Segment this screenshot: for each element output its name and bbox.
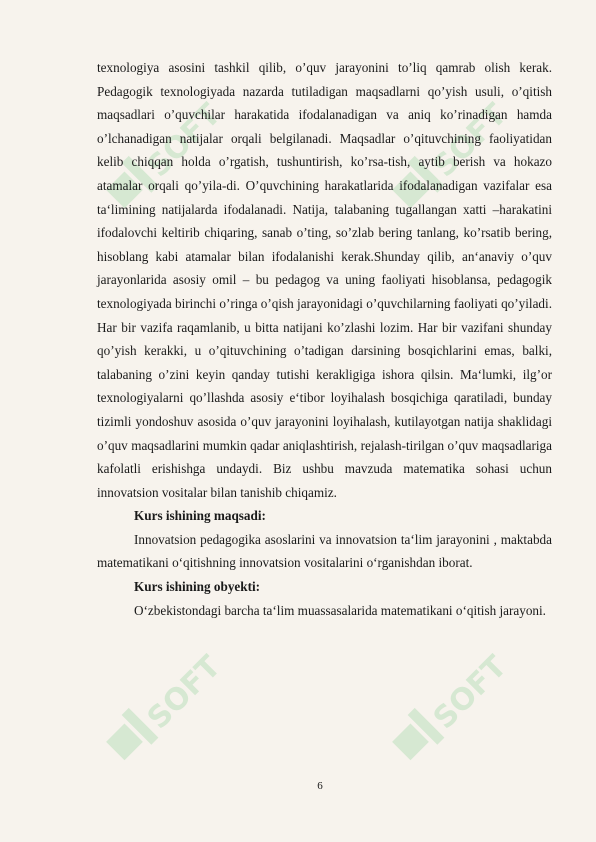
body-paragraph: texnologiya asosini tashkil qilib, o’quv jarayonini to’liq qamrab olish kerak. Pedagogik texnologiyada nazarda tutiladigan maqsadlarni qo’yish usuli, o’qitish maqsadlari o’quvchilar harakatida ifodalanadigan va aniq ko’rinadigan hamda o’lchanadigan natijalar orqali belgilanadi. Maqsadlar o’qituvchining faoliyatidan kelib chiqqan holda o’rgatish, tushuntirish, ko’rsa-tish, aytib berish va hokazo atamalar orqali qo’yila-di. O’quvchining harakatlarida ifodalanadigan vazifalar esa ta‘limining natijalarda ifodalanadi. Natija, talabaning tugallangan xatti –harakatini ifodalovchi keltirib chiqaring, sanab o’ting, so’zlab bering tanlang, ko’rsatib bering, hisoblang kabi atamalar bilan ifodalanishi kerak.Shunday qilib, an‘anaviy o’quv jarayonlarida asosiy omil – bu pedagog va uning faoliyati hisoblansa, pedagogik texnologiyada birinchi o’ringa o’qish jarayonidagi o’quvchilarning faoliyati qo’yiladi. Har bir vazifa raqamlanib, u bitta natijani ko’zlashi lozim. Har bir vazifani shunday qo’yish kerakki, u o’qituvchining o’tadigan darsining bosqichlarini emas, balki, talabaning o’zini keyin qanday tutishi kerakligiga ishora qilsin. Ma‘lumki, ilg’or texnologiyalarni qo’llashda asosiy e‘tibor loyihalash bosqichiga qaratiladi, bunday tizimli yondoshuv asosida o’quv jarayonini loyihalash, kutilayotgan natija shaklidagi o’quv maqsadlarini mumkin qadar aniqlashtirish, rejalash-tirilgan o’quv maqsadlariga kafolatli erishishga undaydi. Biz ushbu mavzuda matematika sohasi uchun innovatsion vositalar bilan tanishib chiqamiz. [97,60,552,500]
page-number: 6 [317,780,323,792]
svg-text:SOFT: SOFT [140,97,228,185]
goal-paragraph: Innovatsion pedagogika asoslarini va innovatsion ta‘lim jarayonini , maktabda matematikani o‘qitishning innovatsion vositalarini o‘rganishdan iborat. [97,531,552,571]
svg-text:SOFT: SOFT [426,649,514,737]
object-paragraph: O‘zbekistondagi barcha ta‘lim muassasalarida matematikani o‘qitish jarayoni. [134,602,546,618]
soft-logo-watermark-icon [82,640,232,790]
section-heading-goal: Kurs ishining maqsadi: [134,508,266,524]
body-text [97,56,552,622]
section-heading-object: Kurs ishining obyekti: [134,579,261,595]
svg-text:SOFT: SOFT [426,97,514,185]
soft-logo-watermark-icon [368,640,518,790]
svg-text:SOFT: SOFT [140,649,228,737]
